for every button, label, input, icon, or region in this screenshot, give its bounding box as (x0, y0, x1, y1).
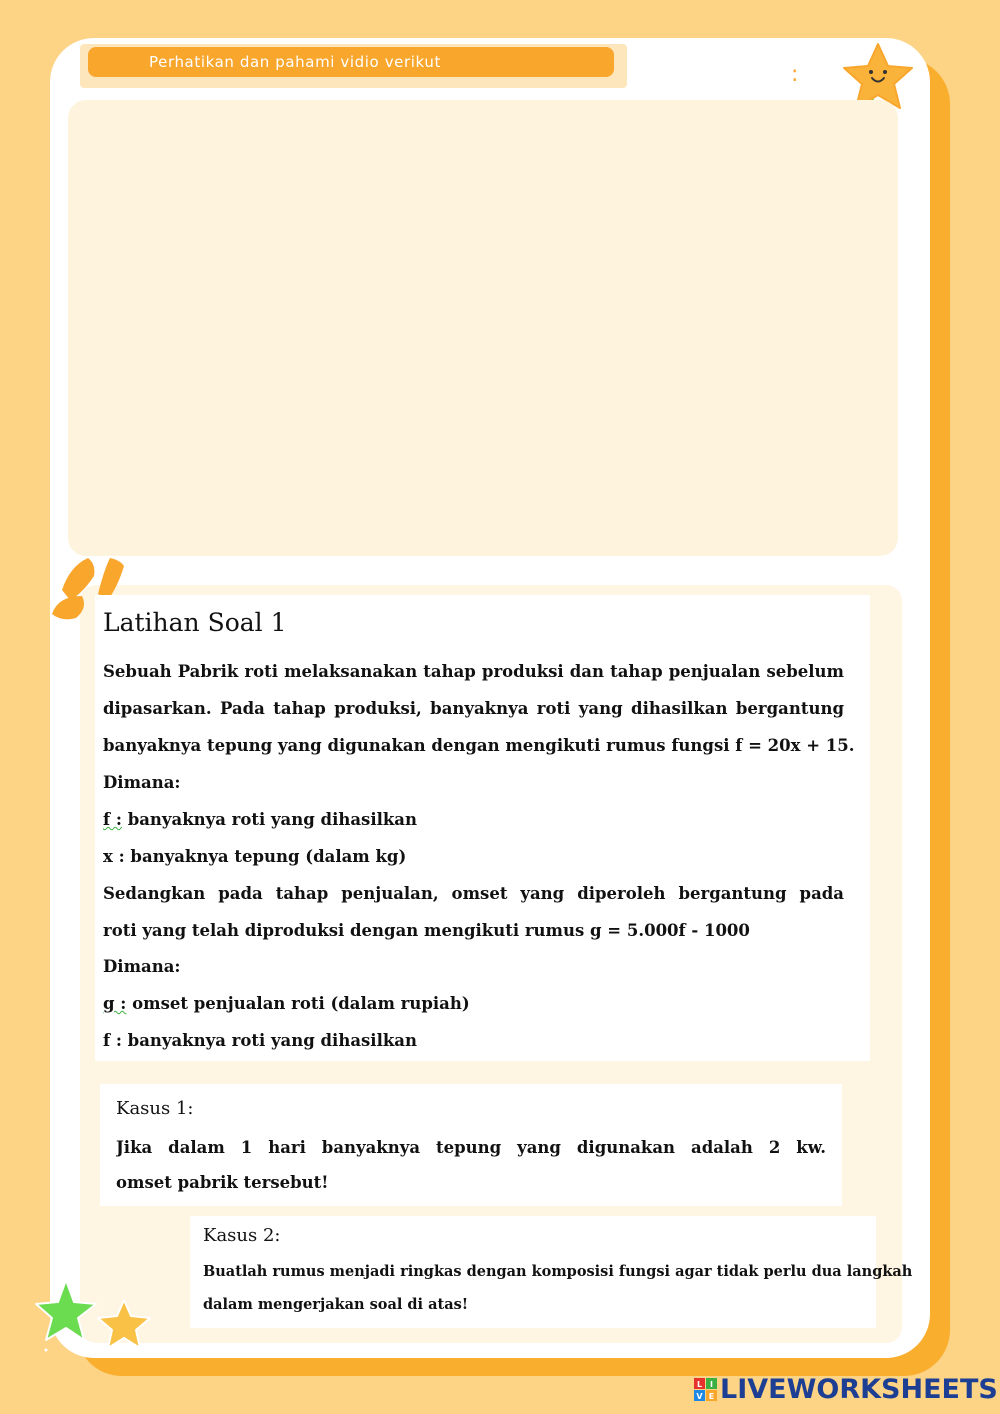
exercise-title: Latihan Soal 1 (103, 608, 287, 637)
paragraph-line: roti yang telah diproduksi dengan mengikuti rumus g = 5.000f - 1000 (103, 921, 750, 940)
decorative-stars-icon (34, 1276, 160, 1360)
case-2-line: Buatlah rumus menjadi ringkas dengan komposisi fungsi agar tidak perlu dua langkah (203, 1263, 913, 1280)
case-1-line: omset pabrik tersebut! (116, 1173, 329, 1192)
paragraph-line: Sebuah Pabrik roti melaksanakan tahap produksi dan tahap penjualan sebelum (103, 662, 844, 681)
definition-g-text: omset penjualan roti (dalam rupiah) (132, 994, 470, 1013)
video-placeholder[interactable] (68, 100, 898, 556)
definition-g (103, 992, 844, 1016)
liveworksheets-logo-text: LIVEWORKSHEETS (720, 1374, 998, 1405)
definition-f-label: f : (103, 810, 122, 829)
case-2-line: dalam mengerjakan soal di atas! (203, 1296, 469, 1313)
case-2-box (190, 1216, 913, 1328)
definition-g-label: g : (103, 994, 127, 1013)
definition-f2: f : banyaknya roti yang dihasilkan (103, 1031, 417, 1050)
definition-f (103, 808, 844, 832)
paragraph-line: Sedangkan pada tahap penjualan, omset yang diperoleh bergantung pada (103, 884, 844, 903)
case-1-line: Jika dalam 1 hari banyaknya tepung yang digunakan adalah 2 kw. (116, 1138, 826, 1157)
logo-icon-letter: E (708, 1392, 715, 1401)
definition-x: x : banyaknya tepung (dalam kg) (103, 847, 407, 866)
video-instruction-banner: Perhatikan dan pahami vidio verikut (88, 47, 614, 77)
paragraph-line: dipasarkan. Pada tahap produksi, banyaknya roti yang dihasilkan bergantung (103, 699, 844, 718)
dimana-label: Dimana: (103, 957, 181, 976)
liveworksheets-logo-icon (694, 1378, 718, 1402)
paragraph-line: banyaknya tepung yang digunakan dengan mengikuti rumus fungsi f = 20x + 15. (103, 736, 855, 755)
decorative-dots: : (791, 62, 799, 87)
logo-icon-letter: I (710, 1380, 713, 1389)
logo-icon-letter: V (696, 1392, 703, 1401)
dimana-label: Dimana: (103, 773, 181, 792)
case-1-box (100, 1084, 842, 1206)
definition-f-text: banyaknya roti yang dihasilkan (127, 810, 417, 829)
liveworksheets-logo[interactable] (694, 1374, 998, 1406)
case-2-title: Kasus 2: (203, 1225, 281, 1246)
logo-icon-letter: L (696, 1380, 703, 1389)
case-1-title: Kasus 1: (116, 1098, 194, 1119)
